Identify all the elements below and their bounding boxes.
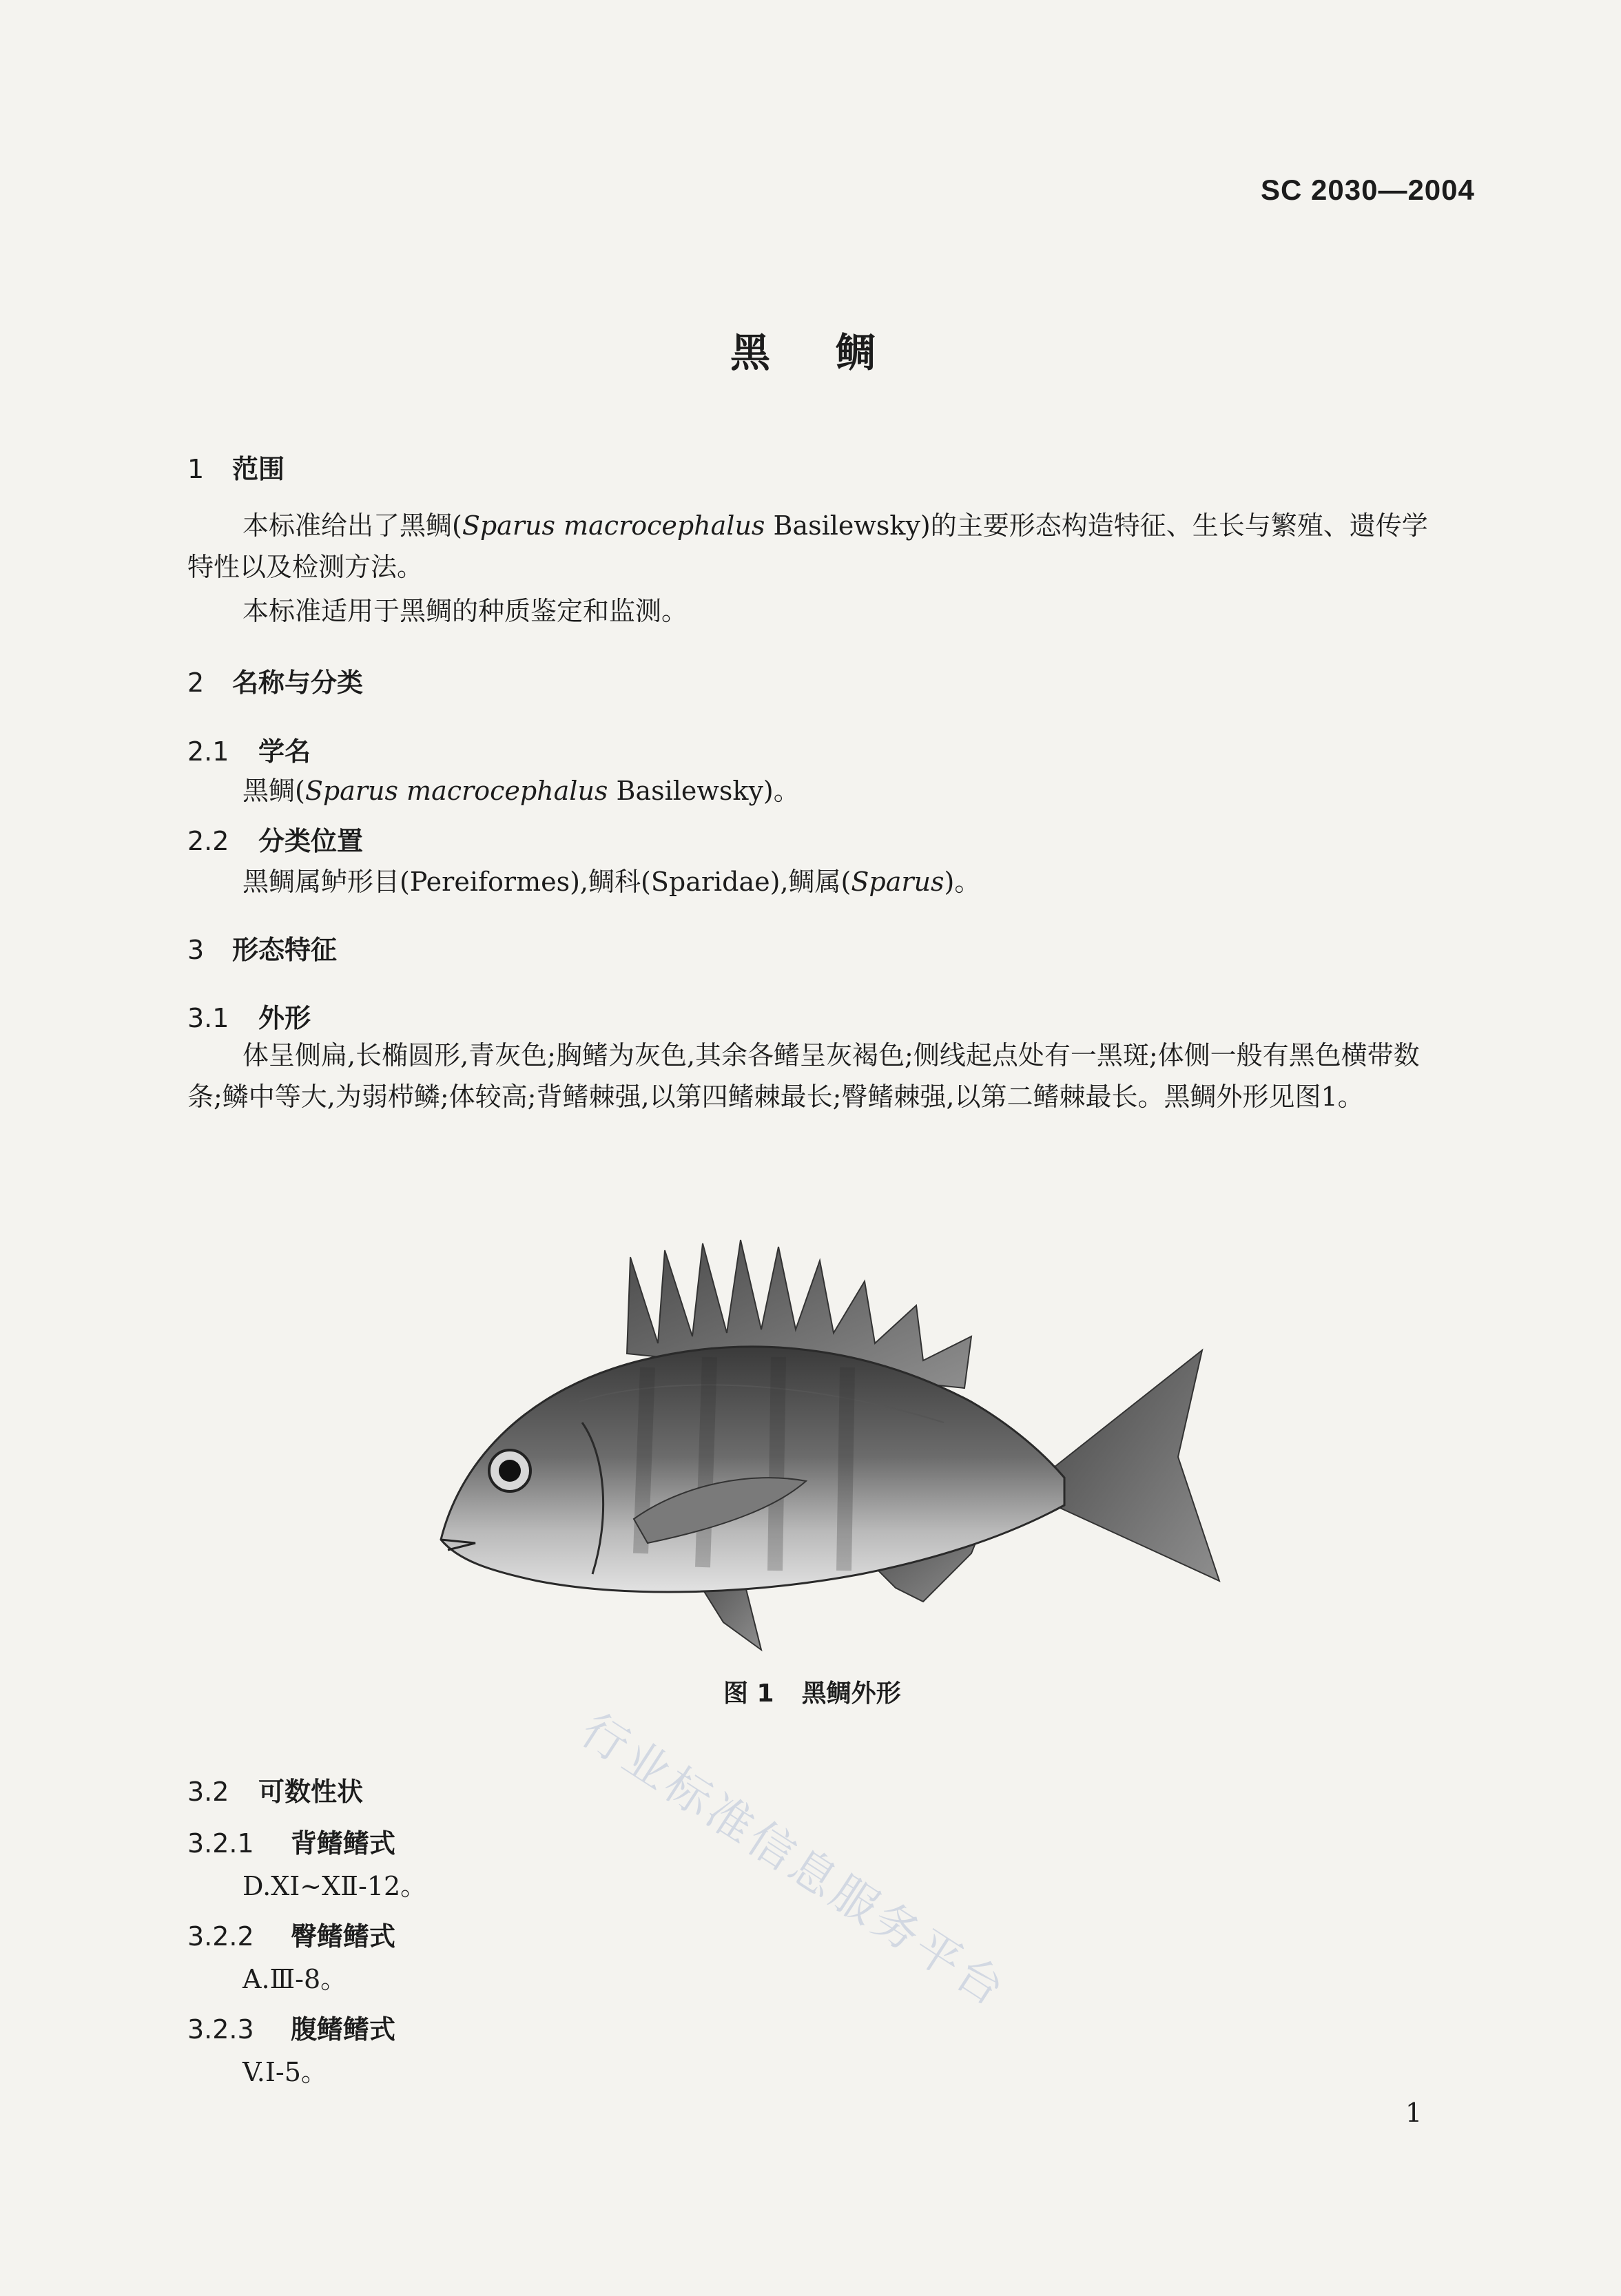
section-title: 范围 <box>232 454 285 484</box>
anal-fin-formula: A.Ⅲ-8。 <box>242 1964 347 1994</box>
section-title: 臀鳍鳍式 <box>291 1921 396 1952</box>
section-title: 外形 <box>258 1003 311 1033</box>
section-2-2-heading <box>187 820 363 858</box>
section-1-heading <box>187 448 285 486</box>
text-run: 黑鲷属鲈形目(Pereiformes),鲷科(Sparidae),鲷属( <box>242 867 851 897</box>
scope-paragraph-1 <box>187 505 1448 588</box>
caudal-fin <box>1054 1350 1219 1581</box>
section-2-1-heading <box>187 730 311 768</box>
page-title: 黑鲷 <box>730 329 942 376</box>
text-run: 本标准给出了黑鲷( <box>242 510 462 541</box>
section-number: 3.2.2 <box>187 1921 254 1952</box>
section-title: 背鳍鳍式 <box>291 1828 396 1859</box>
scientific-name-text <box>242 770 800 811</box>
figure-label: 图 1 <box>723 1679 774 1708</box>
latin-name: Sparus macrocephalus <box>462 510 765 541</box>
classification-text <box>242 861 980 902</box>
figure-caption-text: 黑鲷外形 <box>801 1679 901 1708</box>
section-number: 2.1 <box>187 736 229 767</box>
text-run: )。 <box>944 867 981 897</box>
text-run: Basilewsky)的主要形态构造特征、生长与繁殖、遗传学特性以及检测方法。 <box>187 510 1428 582</box>
section-title: 分类位置 <box>258 826 364 856</box>
text-run: Basilewsky)。 <box>608 776 800 806</box>
latin-name: Sparus <box>851 867 944 897</box>
fish-body <box>441 1347 1064 1592</box>
section-3-2-heading <box>187 1770 363 1808</box>
section-3-2-3-heading <box>187 2008 395 2046</box>
page-number: 1 <box>1405 2098 1423 2128</box>
section-number: 3.2 <box>187 1777 229 1807</box>
dorsal-fin-formula: D.XⅠ~XⅡ-12。 <box>242 1871 427 1901</box>
section-3-2-2-heading <box>187 1915 395 1953</box>
section-number: 2.2 <box>187 826 229 856</box>
section-title: 腹鳍鳍式 <box>291 2014 396 2045</box>
pelvic-fin-formula: V.Ⅰ-5。 <box>242 2057 327 2087</box>
section-number: 3.2.3 <box>187 2014 254 2045</box>
section-title: 可数性状 <box>258 1777 364 1807</box>
appearance-paragraph: 体呈侧扁,长椭圆形,青灰色;胸鳍为灰色,其余各鳍呈灰褐色;侧线起点处有一黑斑;体侧一般有黑色横带数条;鳞中等大,为弱栉鳞;体较高;背鳍棘强,以第四鳍棘最长;臀鳍棘强,以第二鳍棘最长。黑鲷外形见图1。 <box>187 1040 1420 1112</box>
latin-name: Sparus macrocephalus <box>304 776 608 806</box>
section-number: 3.2.1 <box>187 1828 254 1859</box>
section-number: 3.1 <box>187 1003 229 1033</box>
section-number: 2 <box>187 668 205 698</box>
section-2-heading <box>187 661 363 699</box>
section-title: 名称与分类 <box>232 668 364 698</box>
section-title: 学名 <box>258 736 311 767</box>
scope-paragraph-2: 本标准适用于黑鲷的种质鉴定和监测。 <box>242 596 688 626</box>
black-seabream-illustration <box>420 1195 1233 1664</box>
section-number: 3 <box>187 935 205 965</box>
pupil <box>499 1460 521 1482</box>
section-3-1-heading <box>187 997 311 1035</box>
text-run: 黑鲷( <box>242 776 305 806</box>
watermark: 行业标准信息服务平台 <box>571 1703 1017 2018</box>
section-3-heading <box>187 929 337 966</box>
section-3-2-1-heading <box>187 1822 395 1860</box>
standard-number: SC 2030—2004 <box>1261 174 1475 206</box>
section-title: 形态特征 <box>232 935 338 965</box>
section-number: 1 <box>187 454 205 484</box>
figure-caption <box>723 1674 901 1709</box>
